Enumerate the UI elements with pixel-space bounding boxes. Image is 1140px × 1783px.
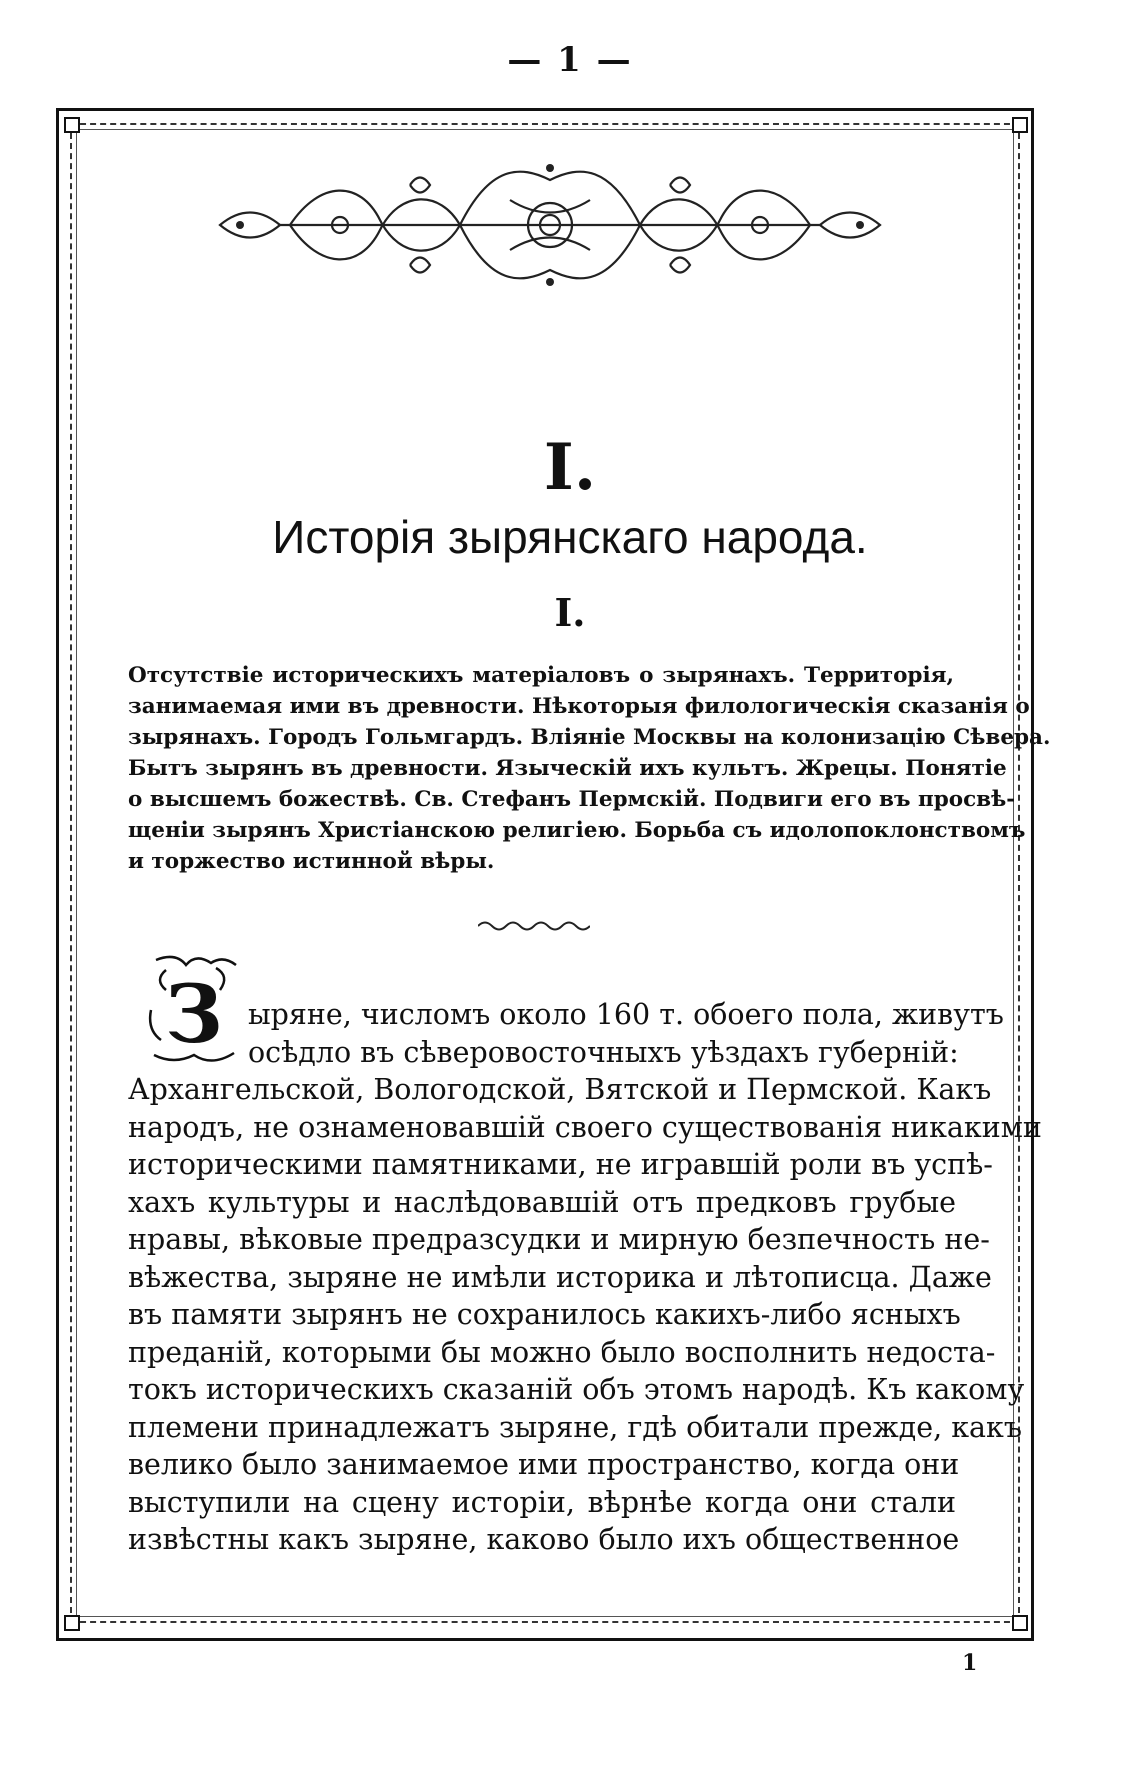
body-line: въ памяти зырянъ не сохранилось какихъ-либо ясныхъ [128,1298,961,1331]
body-line: выступили на сцену исторіи, вѣрнѣе когда они стали [128,1485,956,1519]
border-corner-ornament [64,117,80,133]
body-line: ыряне, числомъ около 160 т. обоего пола, живутъ [248,998,1004,1031]
chapter-summary [128,660,1051,877]
body-line: племени принадлежатъ зыряне, гдѣ обитали прежде, какъ [128,1410,1022,1444]
body-line: преданій, которыми бы можно было восполнить недоста- [128,1335,996,1369]
summary-line: щеніи зырянъ Христіанскою религіею. Борьба съ идолопоклонствомъ [128,818,1026,843]
body-line: нравы, вѣковые предразсудки и мирную безпечность не- [128,1223,990,1256]
dropcap-letter: З [165,967,223,1061]
printer-signature-mark: 1 [962,1650,978,1676]
summary-line: о высшемъ божествѣ. Св. Стефанъ Пермскій. Подвиги его въ просвѣ- [128,787,1016,812]
body-line: извѣстны какъ зыряне, каково было ихъ общественное [128,1523,960,1556]
body-line: осѣдло въ сѣверовосточныхъ уѣздахъ губерній: [248,1035,959,1069]
summary-line: Бытъ зырянъ въ древности. Языческій ихъ культъ. Жрецы. Понятіе [128,756,1007,781]
body-line: токъ историческихъ сказаній объ этомъ народѣ. Къ какому [128,1373,1025,1406]
summary-line: зырянахъ. Городъ Гольмгардъ. Вліяніе Москвы на колонизацію Сѣвера. [128,725,1051,750]
chapter-number: I. [543,430,597,505]
section-number: I. [554,590,586,635]
border-corner-ornament [64,1615,80,1631]
body-line: народъ, не ознаменовавшій своего существованія никакими [128,1110,1042,1144]
border-corner-ornament [1012,1615,1028,1631]
body-line: вѣжества, зыряне не имѣли историка и лѣтописца. Даже [128,1260,992,1294]
headpiece-ornament [210,160,890,290]
section-divider [478,918,590,934]
page-number: — 1 — [507,40,633,80]
body-line: историческими памятниками, не игравшій роли въ успѣ- [128,1148,993,1181]
body-line: хахъ культуры и наслѣдовавшій отъ предковъ грубые [128,1185,956,1219]
summary-line: Отсутствіе историческихъ матеріаловъ о зырянахъ. Территорія, [128,663,954,688]
body-line: велико было занимаемое ими пространство, когда они [128,1448,960,1481]
body-paragraph [128,996,1042,1559]
body-line: Архангельской, Вологодской, Вятской и Пермской. Какъ [128,1073,992,1106]
chapter-title: Исторія зырянскаго народа. [272,511,868,563]
summary-line: занимаемая ими въ древности. Нѣкоторыя филологическія сказанія о [128,694,1030,719]
border-corner-ornament [1012,117,1028,133]
summary-line: и торжество истинной вѣры. [128,849,495,874]
